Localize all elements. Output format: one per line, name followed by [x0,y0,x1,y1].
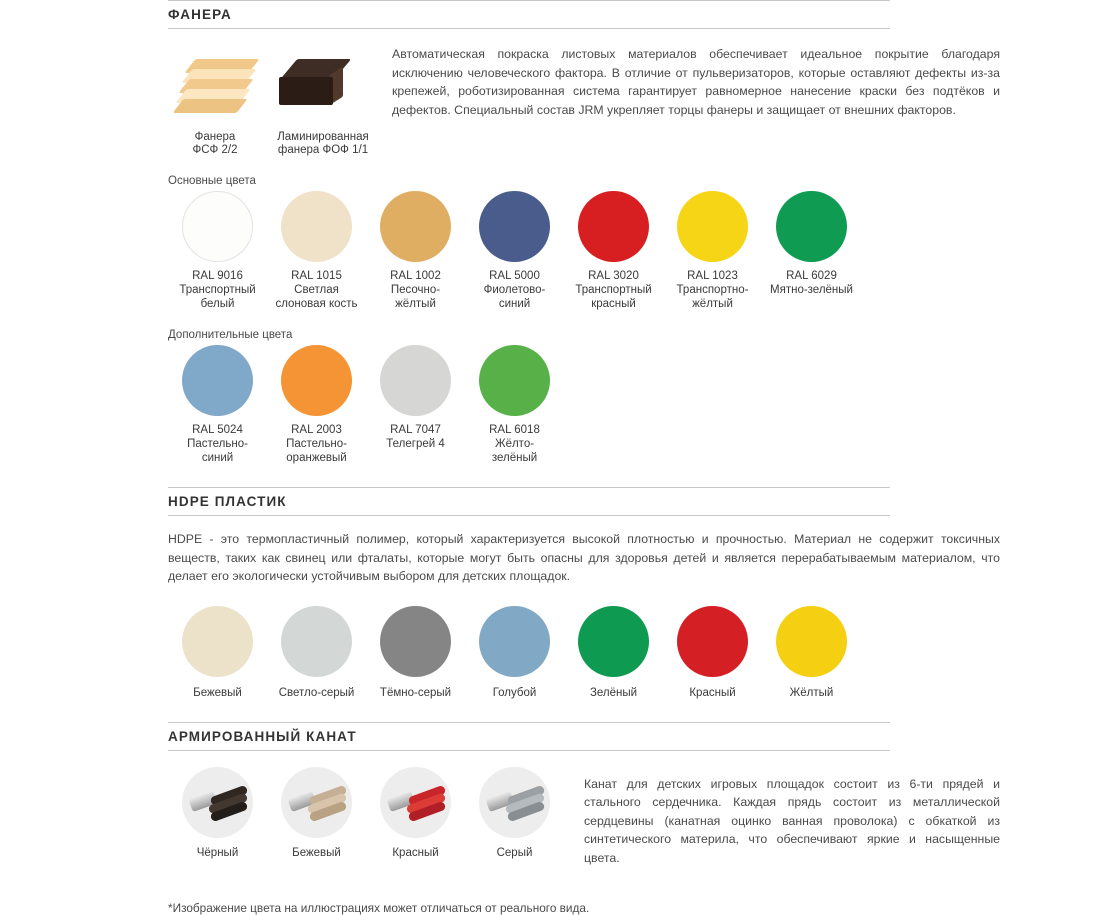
thumbnail-caption [276,131,370,157]
swatch-code: RAL 2003 [291,424,342,436]
rope-samples [168,767,564,859]
swatch-name-2: жёлтый [692,298,733,310]
swatch-name-1: Песочно- [390,284,441,296]
swatch-code: RAL 6018 [489,424,540,436]
section-title-rope: АРМИРОВАННЫЙ КАНАТ [168,728,357,744]
swatch-dot[interactable] [182,191,253,262]
swatch-dot[interactable] [182,606,253,677]
laminated-plywood-icon [276,45,370,125]
swatch-dot[interactable] [281,191,352,262]
section-title-plywood: ФАНЕРА [168,7,232,22]
color-swatch[interactable] [564,191,663,311]
swatch-code: RAL 1023 [687,270,738,282]
swatch-code: RAL 6029 [786,270,837,282]
color-swatch[interactable] [663,191,762,311]
rope-caption: Бежевый [292,846,341,859]
swatch-code: RAL 3020 [588,270,639,282]
swatch-dot[interactable] [380,345,451,416]
swatch-name-1: Светлая [294,284,339,296]
rope-icon[interactable] [182,767,253,838]
swatch-name: Зелёный [589,686,638,699]
plywood-stack-icon [168,45,262,125]
color-swatch[interactable] [465,191,564,311]
rope-icon[interactable] [380,767,451,838]
color-swatch[interactable] [267,345,366,465]
color-swatch[interactable] [366,606,465,700]
swatch-code: RAL 1002 [390,270,441,282]
color-swatch[interactable] [663,606,762,700]
swatch-name-2: синий [498,298,531,310]
swatch-dot[interactable] [479,345,550,416]
label-main-colors: Основные цвета [168,175,256,187]
swatch-dot[interactable] [677,191,748,262]
swatch-name-1: Жёлто- [494,438,535,450]
plywood-main-palette [168,191,1000,311]
swatch-dot[interactable] [578,191,649,262]
swatch-dot[interactable] [776,191,847,262]
swatch-name-1: Транспортно- [676,284,749,296]
swatch-name-2: белый [200,298,235,310]
swatch-name-2: зелёный [491,452,538,464]
rope-sample[interactable] [366,767,465,859]
caption-line-2: ФСФ 2/2 [192,144,238,156]
footnote: *Изображение цвета на иллюстрациях может отличаться от реального вида. [168,901,590,915]
swatch-name-1: Телегрей 4 [386,438,445,450]
swatch-name-2: слоновая кость [275,298,358,310]
swatch-name-2: красный [591,298,636,310]
swatch-dot[interactable] [479,606,550,677]
swatch-dot[interactable] [479,191,550,262]
swatch-dot[interactable] [281,606,352,677]
swatch-name: Красный [689,686,736,699]
hdpe-description: HDPE - это термопластичный полимер, который характеризуется высокой плотностью и прочностью. Материал не содержит токсичных веществ, таких как свинец или фталаты, которые могут быть опасны для здоровья детей и является перерабатываемым материалом, что делает его экологически устойчивым выбором для детских площадок. [168,532,1000,583]
thumbnail-caption [168,131,262,157]
swatch-name: Голубой [492,686,537,699]
swatch-dot[interactable] [578,606,649,677]
color-swatch[interactable] [762,606,861,700]
swatch-name: Светло-серый [278,686,355,699]
swatch-code: RAL 7047 [390,424,441,436]
swatch-dot[interactable] [380,191,451,262]
rope-caption: Серый [496,846,533,859]
swatch-name-1: Мятно-зелёный [770,284,853,296]
divider-top [168,0,890,1]
swatch-name-1: Транспортный [179,284,256,296]
color-swatch[interactable] [168,606,267,700]
swatch-name-1: Пастельно- [187,438,248,450]
plywood-description: Автоматическая покраска листовых материалов обеспечивает идеальное покрытие благодаря исключению человеческого фактора. В отличие от пульверизаторов, которые оставляют дефекты из-за крепежей, роботизированная система гарантирует равномерное нанесение краски без подтёков и дефектов. Специальный состав JRM укрепляет торцы фанеры и защищает от внешних факторов. [392,47,1000,117]
divider-top [168,487,890,488]
swatch-code: RAL 1015 [291,270,342,282]
rope-icon[interactable] [281,767,352,838]
swatch-name: Жёлтый [789,686,834,699]
plywood-thumbnails [168,45,370,157]
swatch-code: RAL 5000 [489,270,540,282]
hdpe-palette [168,606,1000,700]
color-swatch[interactable] [465,606,564,700]
plywood-extra-palette [168,345,1000,465]
swatch-dot[interactable] [281,345,352,416]
caption-line-1: Ламинированная [277,131,369,143]
rope-caption: Красный [392,846,439,859]
section-title-hdpe: HDPE ПЛАСТИК [168,494,287,509]
swatch-name: Тёмно-серый [379,686,452,699]
rope-description: Канат для детских игровых площадок состоит из 6-ти прядей и стального сердечника. Каждая прядь состоит из металлической сердцевины (канатная оцинко ванная проволока) с обкаткой из синтетического материла, что обеспечивают яркие и насыщенные цвета. [584,776,1000,865]
thumbnail-laminated-plywood [276,45,370,157]
swatch-name-2: жёлтый [395,298,436,310]
color-swatch[interactable] [366,191,465,311]
color-swatch[interactable] [267,606,366,700]
color-swatch[interactable] [366,345,465,465]
rope-sample[interactable] [465,767,564,859]
swatch-dot[interactable] [776,606,847,677]
section-header-rope [0,722,1000,751]
swatch-name-2: синий [201,452,234,464]
divider-top [168,722,890,723]
rope-sample[interactable] [168,767,267,859]
divider-bottom [168,750,890,751]
divider-bottom [168,515,890,516]
color-swatch[interactable] [762,191,861,311]
caption-line-1: Фанера [194,131,236,143]
plywood-intro-row [168,29,1000,157]
color-swatch[interactable] [267,191,366,311]
section-header-hdpe [0,487,1000,516]
swatch-code: RAL 5024 [192,424,243,436]
swatch-name-1: Пастельно- [286,438,347,450]
color-swatch[interactable] [168,191,267,311]
swatch-code: RAL 9016 [192,270,243,282]
rope-icon[interactable] [479,767,550,838]
swatch-dot[interactable] [380,606,451,677]
swatch-name-2: оранжевый [286,452,347,464]
swatch-name-1: Транспортный [575,284,652,296]
swatch-dot[interactable] [677,606,748,677]
rope-row [168,751,1000,868]
label-extra-colors: Дополнительные цвета [168,329,293,341]
rope-sample[interactable] [267,767,366,859]
swatch-dot[interactable] [182,345,253,416]
caption-line-2: фанера ФОФ 1/1 [277,144,369,156]
swatch-name-1: Фиолетово- [483,284,546,296]
section-header-plywood [0,0,1000,29]
thumbnail-plywood-fsf [168,45,262,157]
rope-caption: Чёрный [196,846,239,859]
color-swatch[interactable] [564,606,663,700]
color-swatch[interactable] [465,345,564,465]
swatch-name: Бежевый [193,686,242,699]
color-swatch[interactable] [168,345,267,465]
divider-bottom [168,28,890,29]
